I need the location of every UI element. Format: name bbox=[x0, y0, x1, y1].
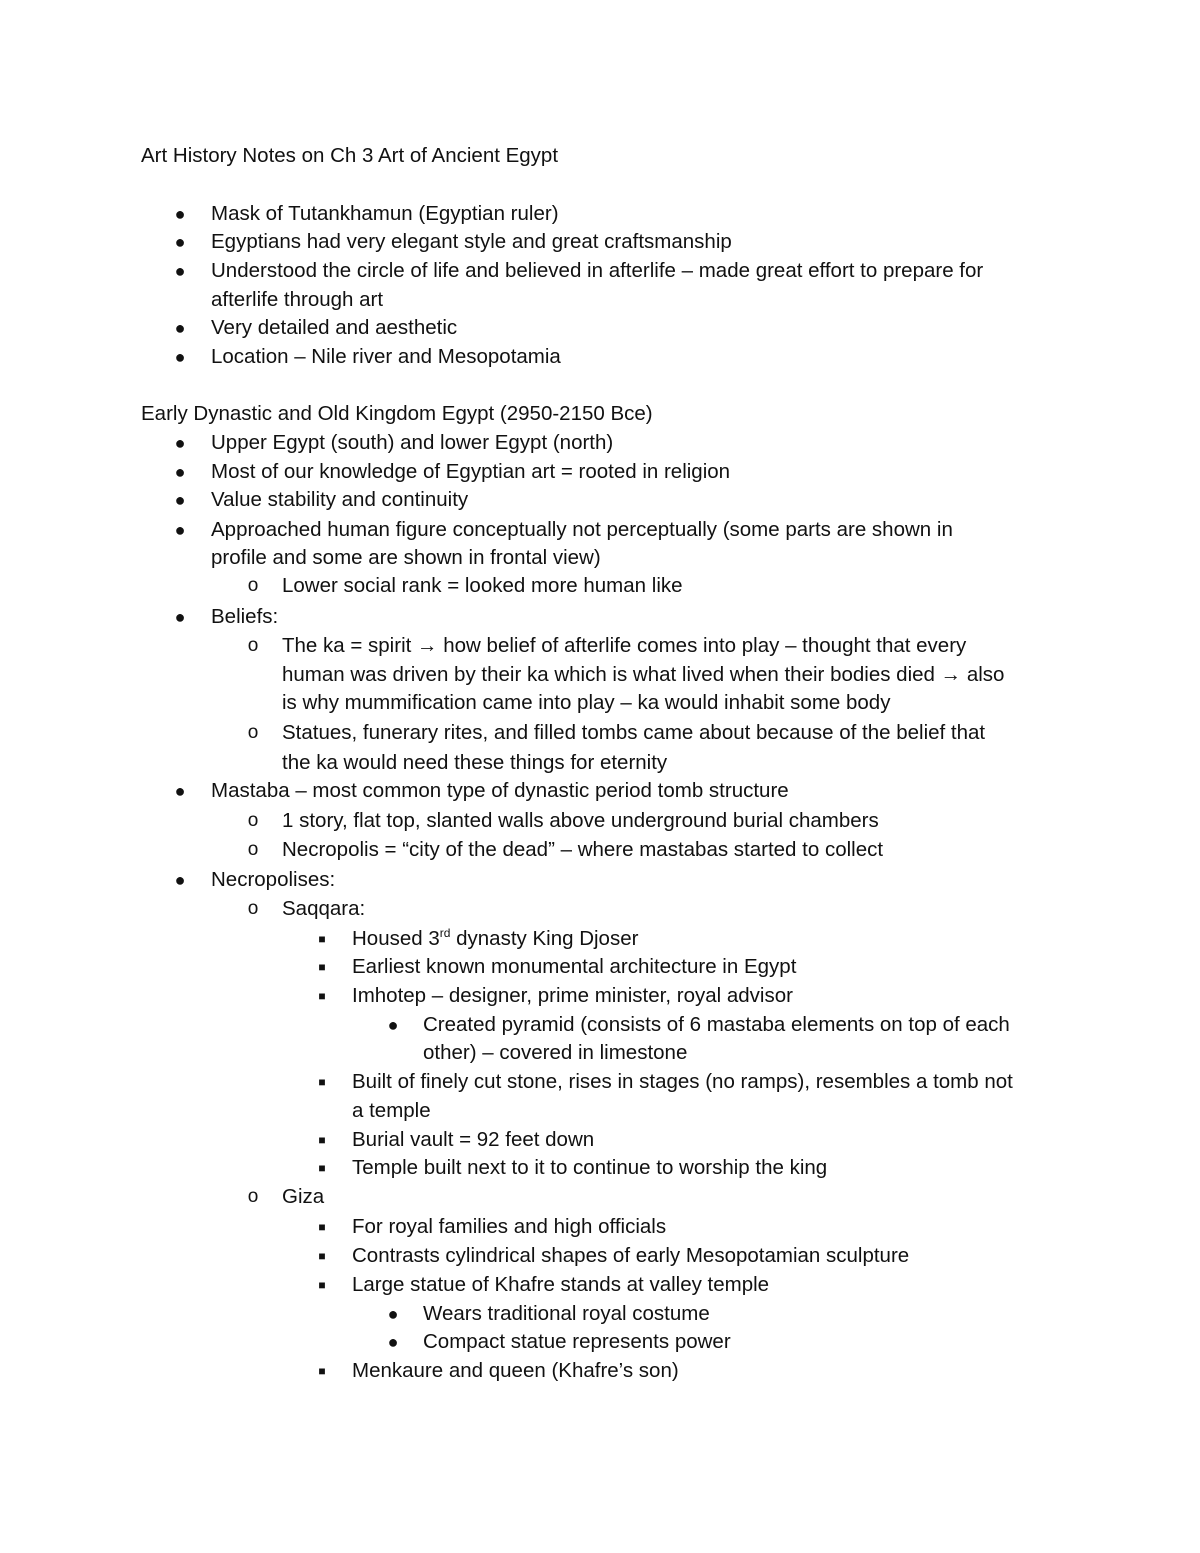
sub-sub-bullet-text: Burial vault = 92 feet down bbox=[352, 1128, 595, 1151]
bullet-square-icon: ■ bbox=[318, 960, 326, 974]
level4-bullet-text: Created pyramid (consists of 6 mastaba elements on top of each bbox=[423, 1013, 1010, 1036]
sub-bullet-text-continued bbox=[282, 661, 1004, 689]
sub-sub-bullet-text-continued: a temple bbox=[352, 1099, 431, 1122]
bullet-dot-icon: ● bbox=[174, 520, 186, 540]
sub-bullet-text: 1 story, flat top, slanted walls above underground burial chambers bbox=[282, 809, 879, 832]
bullet-text: Beliefs: bbox=[211, 605, 279, 628]
bullet-dot-icon: ● bbox=[174, 490, 186, 510]
level4-bullet-text: Wears traditional royal costume bbox=[423, 1302, 710, 1325]
bullet-text: Mastaba – most common type of dynastic period tomb structure bbox=[211, 779, 789, 802]
bullet-dot-icon: ● bbox=[387, 1304, 399, 1324]
level4-bullet-text-continued: other) – covered in limestone bbox=[423, 1041, 688, 1064]
sub-sub-bullet-text: Large statue of Khafre stands at valley temple bbox=[352, 1273, 770, 1296]
ordinal-suffix: rd bbox=[439, 926, 451, 941]
bullet-circle-icon: o bbox=[247, 575, 259, 596]
sub-bullet-text bbox=[282, 632, 966, 660]
housed-text-a: Housed 3 bbox=[352, 927, 440, 950]
sub-bullet-text-continued: the ka would need these things for eternity bbox=[282, 751, 668, 774]
ka-text-a: The ka = spirit bbox=[282, 634, 412, 657]
sub-sub-bullet-text: For royal families and high officials bbox=[352, 1215, 667, 1238]
bullet-dot-icon: ● bbox=[387, 1332, 399, 1352]
section-heading: Early Dynastic and Old Kingdom Egypt (2950-2150 Bce) bbox=[141, 402, 653, 425]
bullet-dot-icon: ● bbox=[174, 347, 186, 367]
bullet-text: Egyptians had very elegant style and great craftsmanship bbox=[211, 230, 732, 253]
bullet-square-icon: ■ bbox=[318, 1364, 326, 1378]
bullet-dot-icon: ● bbox=[174, 781, 186, 801]
sub-sub-bullet-text bbox=[352, 925, 638, 953]
bullet-circle-icon: o bbox=[247, 839, 259, 860]
bullet-square-icon: ■ bbox=[318, 1133, 326, 1147]
sub-bullet-text: Giza bbox=[282, 1185, 325, 1208]
bullet-text: Mask of Tutankhamun (Egyptian ruler) bbox=[211, 202, 559, 225]
bullet-square-icon: ■ bbox=[318, 1075, 326, 1089]
bullet-text: Value stability and continuity bbox=[211, 488, 469, 511]
arrow-right-icon: → bbox=[417, 634, 438, 657]
bullet-text: Location – Nile river and Mesopotamia bbox=[211, 345, 561, 368]
sub-sub-bullet-text: Temple built next to it to continue to worship the king bbox=[352, 1156, 828, 1179]
sub-bullet-text: Saqqara: bbox=[282, 897, 366, 920]
bullet-circle-icon: o bbox=[247, 722, 259, 743]
level4-bullet-text: Compact statue represents power bbox=[423, 1330, 731, 1353]
bullet-circle-icon: o bbox=[247, 1186, 259, 1207]
sub-sub-bullet-text: Earliest known monumental architecture in Egypt bbox=[352, 955, 797, 978]
housed-text-b: dynasty King Djoser bbox=[450, 927, 639, 950]
bullet-dot-icon: ● bbox=[174, 261, 186, 281]
bullet-square-icon: ■ bbox=[318, 1249, 326, 1263]
bullet-square-icon: ■ bbox=[318, 1161, 326, 1175]
ka-text-c: human was driven by their ka which is what lived when their bodies died bbox=[282, 663, 935, 686]
bullet-dot-icon: ● bbox=[387, 1015, 399, 1035]
bullet-text: Upper Egypt (south) and lower Egypt (north) bbox=[211, 431, 614, 454]
bullet-text-continued: profile and some are shown in frontal view) bbox=[211, 546, 601, 569]
bullet-square-icon: ■ bbox=[318, 932, 326, 946]
bullet-square-icon: ■ bbox=[318, 1278, 326, 1292]
bullet-square-icon: ■ bbox=[318, 1220, 326, 1234]
bullet-text-continued: afterlife through art bbox=[211, 288, 384, 311]
bullet-square-icon: ■ bbox=[318, 989, 326, 1003]
bullet-dot-icon: ● bbox=[174, 232, 186, 252]
sub-sub-bullet-text: Imhotep – designer, prime minister, royal advisor bbox=[352, 984, 793, 1007]
bullet-circle-icon: o bbox=[247, 898, 259, 919]
bullet-circle-icon: o bbox=[247, 635, 259, 656]
arrow-right-icon: → bbox=[940, 663, 962, 686]
sub-sub-bullet-text: Menkaure and queen (Khafre’s son) bbox=[352, 1359, 679, 1382]
bullet-dot-icon: ● bbox=[174, 607, 186, 627]
bullet-circle-icon: o bbox=[247, 810, 259, 831]
sub-sub-bullet-text: Contrasts cylindrical shapes of early Mesopotamian sculpture bbox=[352, 1244, 910, 1267]
bullet-dot-icon: ● bbox=[174, 870, 186, 890]
ka-text-d: also bbox=[966, 663, 1005, 686]
bullet-dot-icon: ● bbox=[174, 433, 186, 453]
bullet-dot-icon: ● bbox=[174, 204, 186, 224]
sub-bullet-text: Statues, funerary rites, and filled tombs came about because of the belief that bbox=[282, 721, 986, 744]
bullet-dot-icon: ● bbox=[174, 462, 186, 482]
sub-bullet-text: Lower social rank = looked more human like bbox=[282, 574, 683, 597]
bullet-text: Most of our knowledge of Egyptian art = rooted in religion bbox=[211, 460, 731, 483]
bullet-text: Approached human figure conceptually not perceptually (some parts are shown in bbox=[211, 518, 953, 541]
bullet-text: Very detailed and aesthetic bbox=[211, 316, 458, 339]
sub-sub-bullet-text: Built of finely cut stone, rises in stages (no ramps), resembles a tomb not bbox=[352, 1070, 1013, 1093]
sub-bullet-text: Necropolis = “city of the dead” – where mastabas started to collect bbox=[282, 838, 884, 861]
bullet-dot-icon: ● bbox=[174, 318, 186, 338]
bullet-text: Necropolises: bbox=[211, 868, 336, 891]
document-title: Art History Notes on Ch 3 Art of Ancient Egypt bbox=[141, 144, 559, 167]
ka-text-b: how belief of afterlife comes into play – thought that every bbox=[443, 634, 967, 657]
sub-bullet-text-continued: is why mummification came into play – ka would inhabit some body bbox=[282, 691, 891, 714]
bullet-text: Understood the circle of life and believed in afterlife – made great effort to prepare for bbox=[211, 259, 984, 282]
